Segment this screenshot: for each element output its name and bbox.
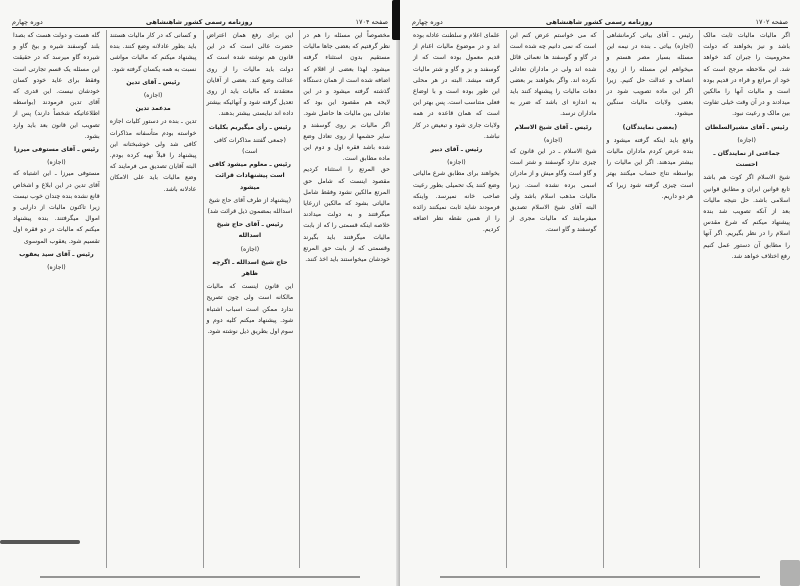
speaker-line: رئیس ـ معلوم میشود کافی است پیشنهادات قرائت میشود [208, 161, 291, 191]
column-text-end: حق المرتع را استثناء کردیم مقصود اینست که شامل حق المرتع مالکین نشود وفقط شامل مالیاتی بشود که مالکین ازرعایا میگرفتند و به دولت میدادند خلاصه اینکه قسمتی را که از بابت مالیات میگرفتند باید بگیرند وقسمتی که از بابت حق المرتع خودشان میخواستند باید اخذ کنند. [303, 166, 390, 264]
speaker-note: (اجازه) [143, 92, 163, 100]
speaker-note: (اجازه) [447, 159, 466, 167]
scan-edge-shadow [0, 540, 80, 544]
right-page-header [412, 12, 788, 28]
page-bottom-edge [40, 576, 360, 578]
speaker-line: رئیس ـ آقای سید یعقوب [19, 250, 94, 258]
column-text-end: مستوفی میرزا ـ این اشتباه که آقای تدین در این ابلاغ و اشخاص قانع نشده بنده چندان خوب نیست زیرا تاکنون مالیات از دارایی و اموال میگرفتند. بنده پیشنهاد میکنم که مالیات در دو فقره اول تقسیم شود. یعقوب الموسوی [13, 170, 100, 245]
column-1 [299, 30, 390, 568]
speaker-note: (اجازه) [737, 136, 756, 144]
speaker-note: (اجازه) [543, 136, 563, 144]
speaker-line: رئیس ـ آقای تدین [126, 78, 180, 86]
left-page-columns [10, 30, 390, 568]
column-text: و کسانی که در کار مالیات هستند باید بطور عادلانه وضع کنند. بنده پیشنهاد میکنم که مالیات مواشی نسبت به همه یکسان گرفته شود. [109, 32, 197, 73]
column-text-end: این قانون اینست که مالیات مالکانه است ولی چون تصریح ندارد ممکن است اسباب اشتباه شود. پیشنهاد میکنم کلیه دوم و سوم اول بطریق ذیل نوشته شود. [206, 283, 294, 336]
speaker-line: حاج شیخ اسدالله ـ اگرچه ظاهر [212, 258, 288, 278]
column-text: مخصوصاً این مسئله را هم در نظر گرفتیم که بعضی جاها مالیات مستقیم بدون استثناء گرفته میشود. لهذا بعضی از اقلام که اضافه شده است از همان دستگاه گذشته گرفته میشود و در این لایحه هم مقصود این بود که تعادلی بین مالیات ها حاصل شود. اگر مالیات بر روی گوسفند و سایر حشمها از روی تعادل وضع شده باشد فقره اول و دوم این ماده مطابق است. [303, 32, 390, 163]
column-2 [203, 30, 294, 568]
column-text-end: شیخ الاسلام اگر کوت هم باشد تابع قوانین ایران و مطابق قوانین اسلامی باشد. حل نتیجه مالیات بعد از آنکه تصویب شد بنده پیشنهاد میکنم که شرع مقدس اسلام را در نظر بگیریم. اگر آنها را مطابق آن دستور عمل کنیم رفع اختلاف خواهد شد. [703, 174, 790, 260]
speaker-line: رئیس ـ آقای مستوفی میرزا [13, 146, 99, 154]
page-bottom-edge [440, 576, 760, 578]
page-number: صفحه ۱۷۰۴ [355, 18, 388, 26]
column-text-end: بخواهند برای مطابق شرع مالیاتی وضع کنند یک تحمیلی بطور رعیت صاحب خانه نمیرسد. واینکه فرمودند شاید ثابت نمیکنند زائده را از همین نقطه نظر اضافه کردیم. [413, 170, 500, 234]
column-text-end: واقع باید اینکه گرفته میشود و بنده عرض کردم ماداران مالیات بیشتر میدهند. اگر این مالیات را بواسطه نتاج حساب میکنند بهتر است چیزی گرفته شود زیرا که هر دو داریم. [606, 136, 694, 200]
speaker-line: رئیس ـ آقای دبیر [430, 146, 483, 154]
column-text: این برای رفع همان اعتراض حضرت عالی است که در این قانون هم نوشته شده است که دولت باید مالیات را از روی عدالت وضع کند. بعضی از آقایان معتقدند که مالیات باید از روی تعدیل گرفته شود و آنهائیکه بیشتر داده اند نبایستی بیشتر بدهند. [206, 32, 294, 118]
publication-title: روزنامه رسمی کشور شاهنشاهی [145, 18, 253, 26]
column-3 [506, 30, 597, 568]
left-page-header [12, 12, 388, 28]
speaker-note: (پیشنهاد از طرف آقای حاج شیخ اسدالله بمضمون ذیل قرائت شد) [207, 196, 293, 216]
column-3 [106, 30, 197, 568]
column-text-end: شیخ الاسلام ـ در این قانون که چیزی ندارد گوسفند و شتر است و گاو است وگاو میش و از مادران اسمی برده نشده است. زیرا مالیات مذهب اسلام باشد ولی البته آقای شیخ الاسلام تصدیق میفرمایند که مالیات مجری از گوسفند و گاو است. [509, 148, 597, 234]
page-number: صفحه ۱۷۰۲ [755, 18, 788, 26]
column-4 [10, 30, 100, 568]
column-text: رئیس ـ آقای بیاتی کرمانشاهی (اجازه) بیاتی ـ بنده در نیمه این مسئله بسیار مصر هستم و میخواهم این مسئله را از روی انصاف و عدالت حل کنیم. زیرا اگر این ماده تصویب شود در بعضی ولایات مالیات سنگین میشود. [606, 32, 694, 118]
speaker-line: رئیس ـ آقای مشیرالسلطان [704, 123, 789, 131]
column-text-end: تدین ـ بنده در دستور کلیات اجازه خواسته بودم متأسفانه مذاکرات کافی شد ولی خوشبختانه این پیشنهاد را قبلاً تهیه کرده بودم. البته آقایان تصدیق می فرمایند که وضع مالیات باید علی الامکان عادلانه باشد. [109, 118, 197, 193]
column-text: که می خواستم عرض کنم این است که نمی دانیم چه شده است در گاو و گوسفند ها نعمائی قائل شده اند ولی در ماداران تعادلی نکرده اند. واگر بخواهند بر بعضی دهات مالیات را پیشنهاد کنند باید به اندازه ای باشد که ضرر به ماداران نرسد. [509, 32, 597, 118]
speaker-note: (جمعی گفتند مذاکرات کافی است) [213, 136, 286, 156]
column-2 [603, 30, 694, 568]
speaker-note: (اجازه) [47, 159, 66, 167]
column-4 [410, 30, 500, 568]
speaker-line: رئیس ـ آقای شیخ الاسلام [514, 123, 592, 131]
speaker-line: مدعمد تدین [135, 105, 171, 113]
speaker-line: (بعضی نمایندگان) [622, 123, 678, 131]
column-1 [699, 30, 790, 568]
column-text: اگر مالیات مالیات ثابت مالک باشد و نیز بخواهند که دولت محرومیت را جبران کند خواهد شد. این ملاحظه مرجح است که خود از مراتع و قراء در قدیم بوده است و مالیات آنها را مالکین میدادند و در آن وقت خیلی تفاوت بین مالک و رعیت نبود. [703, 32, 790, 118]
speaker-note: (اجازه) [240, 245, 260, 253]
column-text: گله هست و دولت هست که بصدا بلند گوسفند شیره و بیخ گاو و شیرده گاو میرسد که در حقیقت این مسئله یک قسم تجارتی است وفقط برای عاید خودو کسان خودشان نیست. این قدری که آقای تدین فرمودند (بواسطه اطلاعاتیکه شخصاً دارند) پس از تصویب این قانون بعد باید وارد بشود. [13, 32, 100, 140]
publication-title: روزنامه رسمی کشور شاهنشاهی [545, 18, 653, 26]
volume-label: دوره چهارم [412, 18, 443, 26]
speaker-note: (اجازه) [47, 264, 66, 272]
speaker-line: رئیس ـ آقای حاج شیخ اسدالله [216, 221, 284, 240]
speaker-line: رئیس ـ رأی میگیریم بکلیات [208, 123, 291, 131]
volume-label: دوره چهارم [12, 18, 43, 26]
column-text: علمای اعلام و سلطنت عادله بوده اند و در موضوع مالیات اغنام از قدیم معمول بوده است که از گوسفند و بز و گاو و شتر مالیات گرفته میشد. البته در هر محلی این طور بوده است و با اوضاع فعلی متناسب است. پس بهتر این است که همان قاعده در همه ولایات جاری شود و تبعیض در کار نباشد. [413, 32, 500, 140]
speaker-line: جماعتی از نمایندگان ـ احسنت [713, 150, 780, 169]
right-page-columns [410, 30, 790, 568]
right-page [400, 0, 800, 586]
scan-corner-shadow [780, 560, 800, 586]
